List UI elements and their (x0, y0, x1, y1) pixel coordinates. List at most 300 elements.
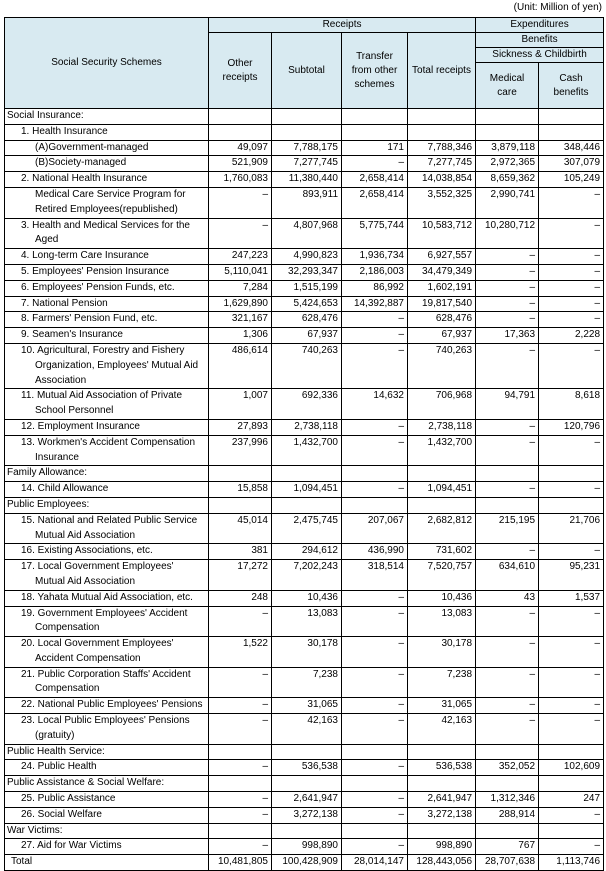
header-medical-care: Medical care (476, 63, 539, 109)
table-row (5, 760, 604, 776)
transfer-cell: 14,392,887 (342, 296, 408, 312)
section-row (5, 466, 604, 482)
other-receipts-cell: 1,629,890 (209, 296, 272, 312)
empty-cell (272, 109, 342, 125)
other-receipts-cell: 321,167 (209, 312, 272, 328)
subtotal-cell: 30,178 (272, 637, 342, 668)
table-row (5, 312, 604, 328)
table-row (5, 172, 604, 188)
header-benefits: Benefits (476, 33, 604, 48)
table-row (5, 839, 604, 855)
scheme-label: 13. Workmen's Accident Compensation Insurance (5, 435, 209, 466)
header-transfer: Transfer from other schemes (342, 33, 408, 109)
medical-care-cell: 288,914 (476, 807, 539, 823)
table-row (5, 544, 604, 560)
table-row (5, 560, 604, 591)
other-receipts-cell: – (209, 698, 272, 714)
subtotal-cell: 294,612 (272, 544, 342, 560)
total-receipts-cell: 30,178 (408, 637, 476, 668)
cash-benefits-cell: – (539, 264, 604, 280)
empty-cell (272, 497, 342, 513)
transfer-cell: 2,186,003 (342, 264, 408, 280)
medical-care-cell: – (476, 637, 539, 668)
subtotal-cell: 4,990,823 (272, 249, 342, 265)
empty-cell (476, 497, 539, 513)
total-receipts-cell: 740,263 (408, 343, 476, 388)
table-row (5, 590, 604, 606)
cash-benefits-cell: – (539, 606, 604, 637)
subtotal-cell: 3,272,138 (272, 807, 342, 823)
subtotal-cell: 4,807,968 (272, 218, 342, 249)
scheme-label: 21. Public Corporation Staffs' Accident Compensation (5, 667, 209, 698)
medical-care-cell: 767 (476, 839, 539, 855)
empty-cell (342, 744, 408, 760)
scheme-label: 27. Aid for War Victims (5, 839, 209, 855)
subtotal-cell: 7,202,243 (272, 560, 342, 591)
table-row (5, 156, 604, 172)
cash-benefits-cell: – (539, 249, 604, 265)
other-receipts-cell: – (209, 760, 272, 776)
transfer-cell: 28,014,147 (342, 855, 408, 871)
table-row (5, 249, 604, 265)
subtotal-cell: 536,538 (272, 760, 342, 776)
medical-care-cell: – (476, 312, 539, 328)
empty-cell (209, 776, 272, 792)
total-receipts-cell: 67,937 (408, 328, 476, 344)
scheme-label: 17. Local Government Employees' Mutual Aid Association (5, 560, 209, 591)
medical-care-cell: – (476, 264, 539, 280)
total-label: Total (5, 855, 209, 871)
cash-benefits-cell: 2,228 (539, 328, 604, 344)
table-row (5, 218, 604, 249)
subtotal-cell (272, 124, 342, 140)
transfer-cell: – (342, 792, 408, 808)
empty-cell (539, 497, 604, 513)
total-row (5, 855, 604, 871)
subtotal-cell: 1,094,451 (272, 482, 342, 498)
subtotal-cell: 7,238 (272, 667, 342, 698)
other-receipts-cell: 248 (209, 590, 272, 606)
cash-benefits-cell: 120,796 (539, 419, 604, 435)
transfer-cell: – (342, 590, 408, 606)
empty-cell (209, 823, 272, 839)
medical-care-cell: – (476, 249, 539, 265)
transfer-cell: – (342, 637, 408, 668)
total-receipts-cell: 128,443,056 (408, 855, 476, 871)
other-receipts-cell: 49,097 (209, 140, 272, 156)
cash-benefits-cell: 21,706 (539, 513, 604, 544)
scheme-label: Medical Care Service Program for Retired Employees(republished) (5, 187, 209, 218)
table-body (5, 109, 604, 871)
scheme-label: 23. Local Public Employees' Pensions (gratuity) (5, 714, 209, 745)
total-receipts-cell: 7,520,757 (408, 560, 476, 591)
transfer-cell: – (342, 328, 408, 344)
other-receipts-cell: 381 (209, 544, 272, 560)
subtotal-cell: 32,293,347 (272, 264, 342, 280)
empty-cell (408, 109, 476, 125)
cash-benefits-cell: – (539, 482, 604, 498)
other-receipts-cell: – (209, 218, 272, 249)
medical-care-cell: – (476, 435, 539, 466)
empty-cell (209, 109, 272, 125)
other-receipts-cell: 1,007 (209, 389, 272, 420)
cash-benefits-cell: 95,231 (539, 560, 604, 591)
header-total-receipts: Total receipts (408, 33, 476, 109)
subtotal-cell: 1,515,199 (272, 280, 342, 296)
total-receipts-cell: 42,163 (408, 714, 476, 745)
scheme-label: 4. Long-term Care Insurance (5, 249, 209, 265)
other-receipts-cell: 1,306 (209, 328, 272, 344)
table-row (5, 513, 604, 544)
transfer-cell: 436,990 (342, 544, 408, 560)
subtotal-cell: 100,428,909 (272, 855, 342, 871)
transfer-cell: – (342, 698, 408, 714)
medical-care-cell: 43 (476, 590, 539, 606)
subtotal-cell: 10,436 (272, 590, 342, 606)
other-receipts-cell: 521,909 (209, 156, 272, 172)
total-receipts-cell: 1,432,700 (408, 435, 476, 466)
medical-care-cell: 215,195 (476, 513, 539, 544)
transfer-cell: – (342, 156, 408, 172)
total-receipts-cell (408, 124, 476, 140)
empty-cell (476, 744, 539, 760)
empty-cell (272, 823, 342, 839)
table-row (5, 140, 604, 156)
subtotal-cell: 998,890 (272, 839, 342, 855)
table-row (5, 435, 604, 466)
other-receipts-cell (209, 124, 272, 140)
empty-cell (476, 776, 539, 792)
cash-benefits-cell: – (539, 343, 604, 388)
header-sickness: Sickness & Childbirth (476, 48, 604, 63)
total-receipts-cell: 1,094,451 (408, 482, 476, 498)
empty-cell (209, 497, 272, 513)
cash-benefits-cell: – (539, 807, 604, 823)
empty-cell (539, 776, 604, 792)
cash-benefits-cell: – (539, 667, 604, 698)
medical-care-cell: – (476, 714, 539, 745)
subtotal-cell: 2,475,745 (272, 513, 342, 544)
other-receipts-cell: 247,223 (209, 249, 272, 265)
header-expenditures: Expenditures (476, 18, 604, 33)
empty-cell (272, 776, 342, 792)
medical-care-cell: – (476, 296, 539, 312)
transfer-cell: – (342, 419, 408, 435)
empty-cell (539, 744, 604, 760)
section-row (5, 109, 604, 125)
header-subtotal: Subtotal (272, 33, 342, 109)
cash-benefits-cell: – (539, 714, 604, 745)
table-row (5, 343, 604, 388)
total-receipts-cell: 6,927,557 (408, 249, 476, 265)
medical-care-cell: 352,052 (476, 760, 539, 776)
section-row (5, 823, 604, 839)
transfer-cell: 171 (342, 140, 408, 156)
total-receipts-cell: 3,552,325 (408, 187, 476, 218)
cash-benefits-cell: 105,249 (539, 172, 604, 188)
medical-care-cell: – (476, 698, 539, 714)
other-receipts-cell: – (209, 807, 272, 823)
transfer-cell: – (342, 714, 408, 745)
medical-care-cell: – (476, 667, 539, 698)
medical-care-cell: 94,791 (476, 389, 539, 420)
subtotal-cell: 67,937 (272, 328, 342, 344)
cash-benefits-cell: 8,618 (539, 389, 604, 420)
transfer-cell: – (342, 807, 408, 823)
scheme-label: 22. National Public Employees' Pensions (5, 698, 209, 714)
table-row (5, 792, 604, 808)
cash-benefits-cell: – (539, 637, 604, 668)
cash-benefits-cell: 1,537 (539, 590, 604, 606)
empty-cell (209, 744, 272, 760)
scheme-label: 3. Health and Medical Services for the Aged (5, 218, 209, 249)
scheme-label: 12. Employment Insurance (5, 419, 209, 435)
scheme-label: 16. Existing Associations, etc. (5, 544, 209, 560)
total-receipts-cell: 31,065 (408, 698, 476, 714)
medical-care-cell: – (476, 280, 539, 296)
header-other-receipts: Other receipts (209, 33, 272, 109)
transfer-cell: 2,658,414 (342, 187, 408, 218)
empty-cell (209, 466, 272, 482)
section-row (5, 744, 604, 760)
subtotal-cell: 893,911 (272, 187, 342, 218)
medical-care-cell: – (476, 482, 539, 498)
medical-care-cell: – (476, 544, 539, 560)
table-row (5, 264, 604, 280)
table-row (5, 714, 604, 745)
total-receipts-cell: 34,479,349 (408, 264, 476, 280)
cash-benefits-cell: – (539, 698, 604, 714)
empty-cell (476, 466, 539, 482)
total-receipts-cell: 7,238 (408, 667, 476, 698)
other-receipts-cell: 237,996 (209, 435, 272, 466)
transfer-cell: 2,658,414 (342, 172, 408, 188)
cash-benefits-cell: – (539, 187, 604, 218)
table-row (5, 187, 604, 218)
scheme-label: 11. Mutual Aid Association of Private School Personnel (5, 389, 209, 420)
other-receipts-cell: 27,893 (209, 419, 272, 435)
table-row (5, 419, 604, 435)
scheme-label: 2. National Health Insurance (5, 172, 209, 188)
other-receipts-cell: 5,110,041 (209, 264, 272, 280)
other-receipts-cell: 10,481,805 (209, 855, 272, 871)
other-receipts-cell: 45,014 (209, 513, 272, 544)
total-receipts-cell: 706,968 (408, 389, 476, 420)
transfer-cell: – (342, 482, 408, 498)
subtotal-cell: 740,263 (272, 343, 342, 388)
cash-benefits-cell: 247 (539, 792, 604, 808)
medical-care-cell: 28,707,638 (476, 855, 539, 871)
other-receipts-cell: – (209, 792, 272, 808)
table-row (5, 637, 604, 668)
scheme-label: 10. Agricultural, Forestry and Fishery Organization, Employees' Mutual Aid Association (5, 343, 209, 388)
scheme-label: 20. Local Government Employees' Accident Compensation (5, 637, 209, 668)
other-receipts-cell: 1,522 (209, 637, 272, 668)
table-row (5, 667, 604, 698)
total-receipts-cell: 1,602,191 (408, 280, 476, 296)
other-receipts-cell: – (209, 187, 272, 218)
table-row (5, 124, 604, 140)
empty-cell (342, 776, 408, 792)
other-receipts-cell: – (209, 839, 272, 855)
medical-care-cell (476, 124, 539, 140)
table-row (5, 280, 604, 296)
transfer-cell: – (342, 606, 408, 637)
transfer-cell: 86,992 (342, 280, 408, 296)
table-row (5, 606, 604, 637)
total-receipts-cell: 10,583,712 (408, 218, 476, 249)
subtotal-cell: 7,788,175 (272, 140, 342, 156)
table-row (5, 698, 604, 714)
transfer-cell: 14,632 (342, 389, 408, 420)
cash-benefits-cell: 1,113,746 (539, 855, 604, 871)
transfer-cell: – (342, 667, 408, 698)
subtotal-cell: 7,277,745 (272, 156, 342, 172)
other-receipts-cell: 7,284 (209, 280, 272, 296)
total-receipts-cell: 2,641,947 (408, 792, 476, 808)
total-receipts-cell: 14,038,854 (408, 172, 476, 188)
other-receipts-cell: 1,760,083 (209, 172, 272, 188)
medical-care-cell: 10,280,712 (476, 218, 539, 249)
transfer-cell (342, 124, 408, 140)
scheme-label: 14. Child Allowance (5, 482, 209, 498)
subtotal-cell: 1,432,700 (272, 435, 342, 466)
transfer-cell: 207,067 (342, 513, 408, 544)
empty-cell (408, 744, 476, 760)
total-receipts-cell: 7,788,346 (408, 140, 476, 156)
scheme-label: 6. Employees' Pension Funds, etc. (5, 280, 209, 296)
transfer-cell: – (342, 839, 408, 855)
total-receipts-cell: 2,682,812 (408, 513, 476, 544)
other-receipts-cell: – (209, 714, 272, 745)
scheme-label: 25. Public Assistance (5, 792, 209, 808)
scheme-label: 9. Seamen's Insurance (5, 328, 209, 344)
subtotal-cell: 11,380,440 (272, 172, 342, 188)
empty-cell (476, 109, 539, 125)
table-row (5, 807, 604, 823)
scheme-label: 18. Yahata Mutual Aid Association, etc. (5, 590, 209, 606)
scheme-label: (A)Government-managed (5, 140, 209, 156)
other-receipts-cell: 486,614 (209, 343, 272, 388)
subtotal-cell: 2,738,118 (272, 419, 342, 435)
empty-cell (539, 823, 604, 839)
scheme-label: 8. Farmers' Pension Fund, etc. (5, 312, 209, 328)
cash-benefits-cell: – (539, 435, 604, 466)
section-label: Public Health Service: (5, 744, 209, 760)
total-receipts-cell: 628,476 (408, 312, 476, 328)
cash-benefits-cell: – (539, 280, 604, 296)
section-label: Public Assistance & Social Welfare: (5, 776, 209, 792)
table-row (5, 389, 604, 420)
transfer-cell: 1,936,734 (342, 249, 408, 265)
total-receipts-cell: 536,538 (408, 760, 476, 776)
subtotal-cell: 5,424,653 (272, 296, 342, 312)
medical-care-cell: 634,610 (476, 560, 539, 591)
scheme-label: 24. Public Health (5, 760, 209, 776)
medical-care-cell: 1,312,346 (476, 792, 539, 808)
empty-cell (408, 466, 476, 482)
empty-cell (342, 823, 408, 839)
table-row (5, 482, 604, 498)
total-receipts-cell: 731,602 (408, 544, 476, 560)
transfer-cell: 318,514 (342, 560, 408, 591)
empty-cell (539, 466, 604, 482)
transfer-cell: 5,775,744 (342, 218, 408, 249)
subtotal-cell: 2,641,947 (272, 792, 342, 808)
other-receipts-cell: 17,272 (209, 560, 272, 591)
total-receipts-cell: 2,738,118 (408, 419, 476, 435)
empty-cell (342, 466, 408, 482)
scheme-label: 19. Government Employees' Accident Compensation (5, 606, 209, 637)
section-label: Public Employees: (5, 497, 209, 513)
empty-cell (476, 823, 539, 839)
total-receipts-cell: 998,890 (408, 839, 476, 855)
medical-care-cell: 17,363 (476, 328, 539, 344)
total-receipts-cell: 3,272,138 (408, 807, 476, 823)
empty-cell (408, 776, 476, 792)
medical-care-cell: 2,990,741 (476, 187, 539, 218)
medical-care-cell: 8,659,362 (476, 172, 539, 188)
section-row (5, 776, 604, 792)
scheme-label: 26. Social Welfare (5, 807, 209, 823)
other-receipts-cell: 15,858 (209, 482, 272, 498)
subtotal-cell: 31,065 (272, 698, 342, 714)
total-receipts-cell: 10,436 (408, 590, 476, 606)
section-label: Family Allowance: (5, 466, 209, 482)
empty-cell (342, 497, 408, 513)
subtotal-cell: 13,083 (272, 606, 342, 637)
cash-benefits-cell: 102,609 (539, 760, 604, 776)
scheme-label: 5. Employees' Pension Insurance (5, 264, 209, 280)
cash-benefits-cell (539, 124, 604, 140)
social-security-table (4, 17, 604, 871)
section-row (5, 497, 604, 513)
empty-cell (408, 497, 476, 513)
cash-benefits-cell: 348,446 (539, 140, 604, 156)
empty-cell (272, 466, 342, 482)
table-row (5, 328, 604, 344)
header-scheme: Social Security Schemes (5, 18, 209, 109)
header-cash-benefits: Cash benefits (539, 63, 604, 109)
scheme-label: 15. National and Related Public Service Mutual Aid Association (5, 513, 209, 544)
scheme-label: (B)Society-managed (5, 156, 209, 172)
subtotal-cell: 42,163 (272, 714, 342, 745)
scheme-label: 1. Health Insurance (5, 124, 209, 140)
empty-cell (408, 823, 476, 839)
section-label: Social Insurance: (5, 109, 209, 125)
empty-cell (539, 109, 604, 125)
cash-benefits-cell: – (539, 296, 604, 312)
empty-cell (272, 744, 342, 760)
medical-care-cell: – (476, 343, 539, 388)
medical-care-cell: 2,972,365 (476, 156, 539, 172)
cash-benefits-cell: – (539, 312, 604, 328)
transfer-cell: – (342, 760, 408, 776)
cash-benefits-cell: 307,079 (539, 156, 604, 172)
medical-care-cell: – (476, 419, 539, 435)
scheme-label: 7. National Pension (5, 296, 209, 312)
subtotal-cell: 692,336 (272, 389, 342, 420)
unit-note: (Unit: Million of yen) (513, 2, 602, 13)
header-receipts: Receipts (209, 18, 476, 33)
total-receipts-cell: 13,083 (408, 606, 476, 637)
empty-cell (342, 109, 408, 125)
transfer-cell: – (342, 435, 408, 466)
total-receipts-cell: 19,817,540 (408, 296, 476, 312)
subtotal-cell: 628,476 (272, 312, 342, 328)
section-label: War Victims: (5, 823, 209, 839)
transfer-cell: – (342, 312, 408, 328)
